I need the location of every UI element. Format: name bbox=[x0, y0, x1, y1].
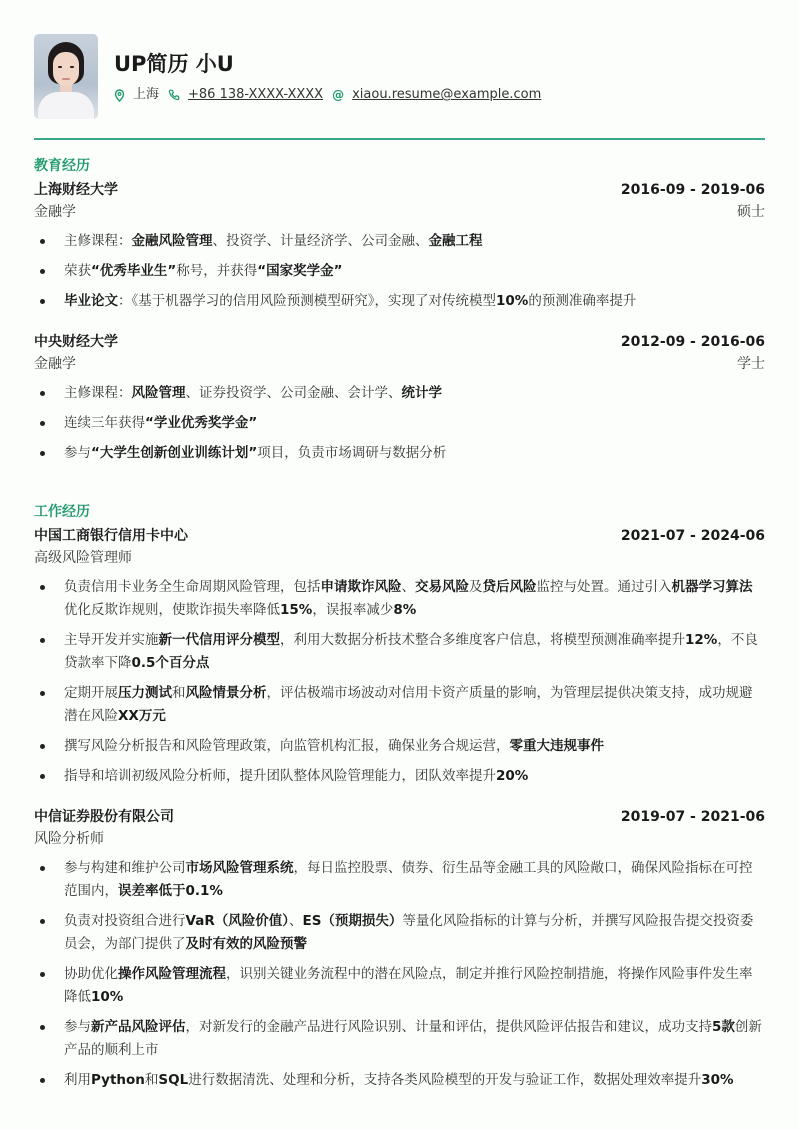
degree: 学士 bbox=[737, 356, 765, 372]
phone-item bbox=[168, 86, 323, 104]
major: 金融学 bbox=[34, 204, 76, 220]
candidate-name: UP简历 小U bbox=[114, 52, 234, 76]
profile-photo bbox=[34, 34, 98, 119]
bullet-item: 主修课程：金融风险管理、投资学、计量经济学、公司金融、金融工程 bbox=[34, 230, 765, 253]
phone-link[interactable]: +86 138-XXXX-XXXX bbox=[188, 87, 324, 102]
phone-icon bbox=[168, 89, 180, 101]
email-link[interactable]: xiaou.resume@example.com bbox=[352, 87, 542, 102]
contact-info bbox=[114, 86, 550, 104]
school-name: 中央财经大学 bbox=[34, 334, 118, 350]
bullet-item: 主修课程：风险管理、证券投资学、公司金融、会计学、统计学 bbox=[34, 382, 765, 405]
bullet-item: 参与新产品风险评估，对新发行的金融产品进行风险识别、计量和评估，提供风险评估报告和建议，成功支持5款创新产品的顺利上市 bbox=[34, 1016, 765, 1062]
education-entry bbox=[34, 331, 765, 465]
bullet-list bbox=[34, 382, 765, 465]
education-section bbox=[34, 156, 765, 465]
school-name: 上海财经大学 bbox=[34, 182, 118, 198]
resume-header bbox=[34, 34, 765, 120]
bullet-item: 主导开发并实施新一代信用评分模型，利用大数据分析技术整合多维度客户信息，将模型预测准确率提升12%，不良贷款率下降0.5个百分点 bbox=[34, 629, 765, 675]
major: 金融学 bbox=[34, 356, 76, 372]
bullet-item: 连续三年获得“学业优秀奖学金” bbox=[34, 412, 765, 435]
job-title: 高级风险管理师 bbox=[34, 550, 132, 566]
date-range: 2016-09 - 2019-06 bbox=[620, 182, 765, 198]
bullet-item: 利用Python和SQL进行数据清洗、处理和分析，支持各类风险模型的开发与验证工作，数据处理效率提升30% bbox=[34, 1069, 765, 1092]
job-title: 风险分析师 bbox=[34, 831, 104, 847]
date-range: 2012-09 - 2016-06 bbox=[620, 334, 765, 350]
company-name: 中国工商银行信用卡中心 bbox=[34, 528, 188, 544]
bullet-item: 参与构建和维护公司市场风险管理系统，每日监控股票、债券、衍生品等金融工具的风险敞口，确保风险指标在可控范围内，误差率低于0.1% bbox=[34, 857, 765, 903]
bullet-list bbox=[34, 576, 765, 788]
bullet-item: 指导和培训初级风险分析师，提升团队整体风险管理能力，团队效率提升20% bbox=[34, 765, 765, 788]
date-range: 2019-07 - 2021-06 bbox=[620, 809, 765, 825]
map-pin-icon bbox=[114, 89, 125, 102]
location-item bbox=[114, 86, 159, 104]
bullet-item: 负责对投资组合进行VaR（风险价值）、ES（预期损失）等量化风险指标的计算与分析，并撰写风险报告提交投资委员会，为部门提供了及时有效的风险预警 bbox=[34, 910, 765, 956]
degree: 硕士 bbox=[737, 204, 765, 220]
bullet-item: 撰写风险分析报告和风险管理政策，向监管机构汇报，确保业务合规运营，零重大违规事件 bbox=[34, 735, 765, 758]
bullet-item: 协助优化操作风险管理流程，识别关键业务流程中的潜在风险点，制定并推行风险控制措施，将操作风险事件发生率降低10% bbox=[34, 963, 765, 1009]
bullet-item: 负责信用卡业务全生命周期风险管理，包括申请欺诈风险、交易风险及贷后风险监控与处置。通过引入机器学习算法优化反欺诈规则，使欺诈损失率降低15%，误报率减少8% bbox=[34, 576, 765, 622]
email-item bbox=[332, 86, 541, 104]
at-sign-icon: @ bbox=[332, 88, 345, 102]
header-divider bbox=[34, 138, 765, 140]
section-title-work: 工作经历 bbox=[34, 504, 90, 520]
bullet-item: 荣获“优秀毕业生”称号，并获得“国家奖学金” bbox=[34, 260, 765, 283]
section-title-education: 教育经历 bbox=[34, 158, 90, 174]
work-section bbox=[34, 502, 765, 1092]
education-entry bbox=[34, 179, 765, 313]
bullet-list bbox=[34, 857, 765, 1092]
bullet-item: 定期开展压力测试和风险情景分析，评估极端市场波动对信用卡资产质量的影响，为管理层提供决策支持，成功规避潜在风险XX万元 bbox=[34, 682, 765, 728]
work-entry bbox=[34, 806, 765, 1092]
date-range: 2021-07 - 2024-06 bbox=[620, 528, 765, 544]
bullet-item: 参与“大学生创新创业训练计划”项目，负责市场调研与数据分析 bbox=[34, 442, 765, 465]
company-name: 中信证券股份有限公司 bbox=[34, 809, 174, 825]
resume-page bbox=[34, 34, 765, 1088]
bullet-list bbox=[34, 230, 765, 313]
work-entry bbox=[34, 525, 765, 788]
bullet-item: 毕业论文：《基于机器学习的信用风险预测模型研究》，实现了对传统模型10%的预测准确率提升 bbox=[34, 290, 765, 313]
location-text: 上海 bbox=[133, 87, 160, 102]
